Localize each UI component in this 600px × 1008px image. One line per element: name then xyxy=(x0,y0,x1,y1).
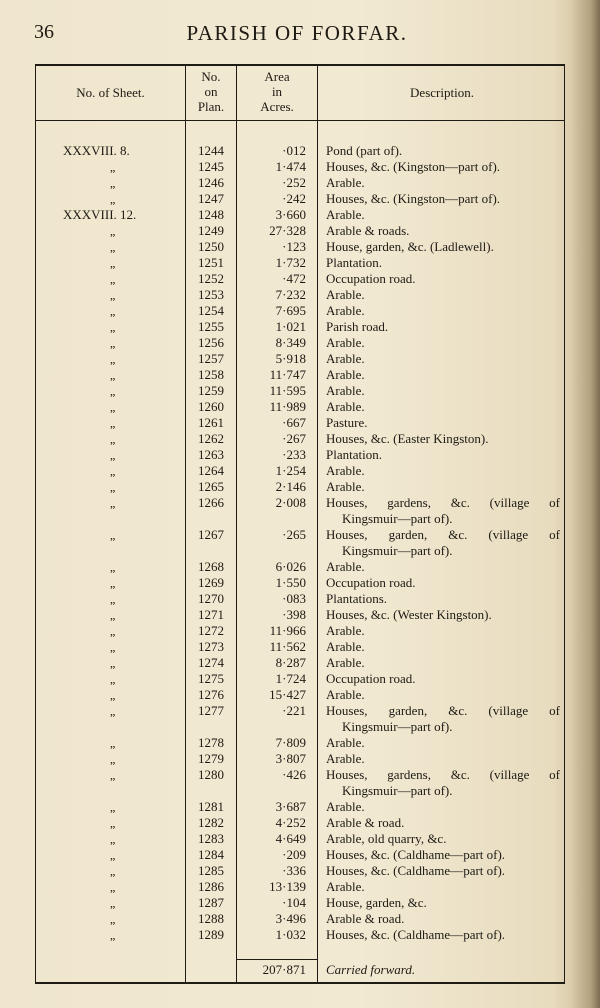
area-cell: 1·550 xyxy=(275,575,306,590)
plan-number-cell: 1244 xyxy=(198,143,224,158)
description-cell: Arable. xyxy=(326,623,365,638)
table-row: „ 1251 1·732 Plantation. xyxy=(36,255,564,271)
table-row: „ 1257 5·918 Arable. xyxy=(36,351,564,367)
description-cell: Plantations. xyxy=(326,591,388,606)
area-cell: 3·807 xyxy=(275,751,306,766)
area-cell: ·242 xyxy=(282,191,306,206)
description-cell: Parish road. xyxy=(326,319,389,334)
plan-number-cell: 1274 xyxy=(198,655,224,670)
plan-number-cell: 1265 xyxy=(198,479,224,494)
area-cell: 11·562 xyxy=(269,639,306,654)
plan-number-cell: 1253 xyxy=(198,287,224,302)
description-cell: Houses, garden, &c. (village of xyxy=(326,703,560,718)
plan-number-cell: 1278 xyxy=(198,735,224,750)
plan-number-cell: 1245 xyxy=(198,159,224,174)
area-cell: ·267 xyxy=(282,431,306,446)
area-cell: 5·918 xyxy=(275,351,306,366)
description-cell: Pond (part of). xyxy=(326,143,403,158)
area-cell: 2·146 xyxy=(275,479,306,494)
table-row: „ 1271 ·398 Houses, &c. (Wester Kingston). xyxy=(36,607,564,623)
carried-forward-label: Carried forward. xyxy=(326,962,416,977)
page-header xyxy=(34,18,560,48)
description-cell: Houses, &c. (Caldhame—part of). xyxy=(326,927,506,942)
description-cell: Houses, garden, &c. (village of xyxy=(326,527,560,542)
table-row: „ 1276 15·427 Arable. xyxy=(36,687,564,703)
description-cell: Houses, &c. (Wester Kingston). xyxy=(326,607,492,622)
plan-number-cell: 1282 xyxy=(198,815,224,830)
table-row: XXXVIII. 8. 1244 ·012 Pond (part of). xyxy=(36,143,564,159)
area-cell: 7·232 xyxy=(275,287,306,302)
area-cell: 1·732 xyxy=(275,255,306,270)
area-cell: 11·966 xyxy=(269,623,306,638)
plan-number-cell: 1267 xyxy=(198,527,224,542)
description-cell: Arable. xyxy=(326,335,365,350)
description-cell: Arable. xyxy=(326,303,365,318)
area-cell: 4·252 xyxy=(275,815,306,830)
table-row: „ 1250 ·123 House, garden, &c. (Ladlewell). xyxy=(36,239,564,255)
description-cell: Arable. xyxy=(326,479,365,494)
area-cell: 1·254 xyxy=(275,463,306,478)
area-cell: 8·349 xyxy=(275,335,306,350)
area-cell: 3·496 xyxy=(275,911,306,926)
area-cell: ·233 xyxy=(282,447,306,462)
area-cell: 8·287 xyxy=(275,655,306,670)
col-header-description: Description. xyxy=(410,85,474,100)
description-cell: Houses, &c. (Kingston—part of). xyxy=(326,159,501,174)
table-row: „ 1255 1·021 Parish road. xyxy=(36,319,564,335)
table-row: „ 1286 13·139 Arable. xyxy=(36,879,564,895)
table-row: „ 1279 3·807 Arable. xyxy=(36,751,564,767)
table-row: „ 1263 ·233 Plantation. xyxy=(36,447,564,463)
description-cell: Plantation. xyxy=(326,255,382,270)
area-cell: ·104 xyxy=(282,895,306,910)
plan-number-cell: 1272 xyxy=(198,623,224,638)
plan-number-cell: 1246 xyxy=(198,175,224,190)
description-cell: Arable. xyxy=(326,655,365,670)
plan-number-cell: 1257 xyxy=(198,351,224,366)
area-cell: ·083 xyxy=(282,591,306,606)
col-header-sheet: No. of Sheet. xyxy=(76,85,145,100)
description-cell: Arable & roads. xyxy=(326,223,410,238)
description-cell: Arable. xyxy=(326,367,365,382)
area-cell: 11·595 xyxy=(269,383,306,398)
header-rule xyxy=(36,120,564,121)
description-continuation: Kingsmuir—part of). xyxy=(342,783,453,798)
description-cell: Houses, &c. (Easter Kingston). xyxy=(326,431,489,446)
table-row: „ 1288 3·496 Arable & road. xyxy=(36,911,564,927)
area-cell: ·426 xyxy=(282,767,306,782)
plan-number-cell: 1288 xyxy=(198,911,224,926)
description-cell: House, garden, &c. (Ladlewell). xyxy=(326,239,494,254)
area-cell: 11·989 xyxy=(269,399,306,414)
area-cell: ·472 xyxy=(282,271,306,286)
area-cell: 7·695 xyxy=(275,303,306,318)
table-row: „ 1265 2·146 Arable. xyxy=(36,479,564,495)
area-cell: ·209 xyxy=(282,847,306,862)
table-row: „ 1247 ·242 Houses, &c. (Kingston—part of). xyxy=(36,191,564,207)
table-row: „ 1259 11·595 Arable. xyxy=(36,383,564,399)
table-row: „ 1264 1·254 Arable. xyxy=(36,463,564,479)
table-row: „ 1269 1·550 Occupation road. xyxy=(36,575,564,591)
area-cell: 7·809 xyxy=(275,735,306,750)
table-row: „ 1282 4·252 Arable & road. xyxy=(36,815,564,831)
area-cell: 27·328 xyxy=(269,223,306,238)
area-cell: 3·660 xyxy=(275,207,306,222)
plan-number-cell: 1252 xyxy=(198,271,224,286)
table-row: „ 1252 ·472 Occupation road. xyxy=(36,271,564,287)
plan-number-cell: 1285 xyxy=(198,863,224,878)
table-row: „ 1272 11·966 Arable. xyxy=(36,623,564,639)
table-row: „ 1267 ·265 Houses, garden, &c. (village of Kingsmuir—part of). xyxy=(110,527,560,558)
plan-number-cell: 1255 xyxy=(198,319,224,334)
plan-number-cell: 1249 xyxy=(198,223,224,238)
table-row: „ 1258 11·747 Arable. xyxy=(36,367,564,383)
table-row: „ 1260 11·989 Arable. xyxy=(36,399,564,415)
description-cell: Arable. xyxy=(326,287,365,302)
col-header-area: Area in Acres. xyxy=(260,69,294,114)
description-cell: Arable. xyxy=(326,351,365,366)
description-cell: Houses, &c. (Caldhame—part of). xyxy=(326,863,506,878)
parish-table xyxy=(35,64,565,984)
plan-number-cell: 1273 xyxy=(198,639,224,654)
plan-number-cell: 1266 xyxy=(198,495,224,510)
table-row: „ 1278 7·809 Arable. xyxy=(36,735,564,751)
table-row: „ 1249 27·328 Arable & roads. xyxy=(36,223,564,239)
description-continuation: Kingsmuir—part of). xyxy=(342,543,453,558)
page-number: 36 xyxy=(34,21,54,43)
area-cell: ·252 xyxy=(282,175,306,190)
description-cell: Arable. xyxy=(326,639,365,654)
plan-number-cell: 1280 xyxy=(198,767,224,782)
area-cell: ·265 xyxy=(282,527,306,542)
plan-number-cell: 1284 xyxy=(198,847,224,862)
description-cell: Houses, &c. (Caldhame—part of). xyxy=(326,847,506,862)
description-cell: Occupation road. xyxy=(326,575,416,590)
area-cell: 2·008 xyxy=(275,495,306,510)
table-row: „ 1270 ·083 Plantations. xyxy=(36,591,564,607)
area-cell: ·336 xyxy=(282,863,306,878)
table-row: „ 1277 ·221 Houses, garden, &c. (village of Kingsmuir—part of). xyxy=(110,703,560,734)
table-row: „ 1289 1·032 Houses, &c. (Caldhame—part of). xyxy=(36,927,564,943)
table-row: „ 1287 ·104 House, garden, &c. xyxy=(36,895,564,911)
plan-number-cell: 1270 xyxy=(198,591,224,606)
description-cell: Arable. xyxy=(326,207,365,222)
description-cell: Arable & road. xyxy=(326,911,405,926)
plan-number-cell: 1277 xyxy=(198,703,224,718)
table-row: „ 1274 8·287 Arable. xyxy=(36,655,564,671)
table-row: „ 1281 3·687 Arable. xyxy=(36,799,564,815)
plan-number-cell: 1289 xyxy=(198,927,224,942)
plan-number-cell: 1286 xyxy=(198,879,224,894)
description-continuation: Kingsmuir—part of). xyxy=(342,719,453,734)
description-cell: Arable, old quarry, &c. xyxy=(326,831,447,846)
description-cell: House, garden, &c. xyxy=(326,895,427,910)
table-row: „ 1245 1·474 Houses, &c. (Kingston—part of). xyxy=(36,159,564,175)
plan-number-cell: 1269 xyxy=(198,575,224,590)
area-cell: ·398 xyxy=(282,607,306,622)
description-cell: Houses, gardens, &c. (village of xyxy=(326,495,560,510)
description-cell: Occupation road. xyxy=(326,671,416,686)
description-cell: Arable. xyxy=(326,735,365,750)
table-row: „ 1268 6·026 Arable. xyxy=(36,559,564,575)
area-cell: ·012 xyxy=(282,143,306,158)
area-cell: 3·687 xyxy=(275,799,306,814)
table-row: XXXVIII. 12. 1248 3·660 Arable. xyxy=(36,207,564,223)
plan-number-cell: 1283 xyxy=(198,831,224,846)
table-row: „ 1283 4·649 Arable, old quarry, &c. xyxy=(36,831,564,847)
description-cell: Arable & road. xyxy=(326,815,405,830)
area-cell: 1·021 xyxy=(275,319,306,334)
description-cell: Arable. xyxy=(326,383,365,398)
plan-number-cell: 1276 xyxy=(198,687,224,702)
table-row: „ 1256 8·349 Arable. xyxy=(36,335,564,351)
plan-number-cell: 1251 xyxy=(198,255,224,270)
plan-number-cell: 1260 xyxy=(198,399,224,414)
table-row: „ 1253 7·232 Arable. xyxy=(36,287,564,303)
plan-number-cell: 1261 xyxy=(198,415,224,430)
description-cell: Houses, &c. (Kingston—part of). xyxy=(326,191,501,206)
table-row: „ 1285 ·336 Houses, &c. (Caldhame—part of). xyxy=(36,863,564,879)
area-cell: 1·724 xyxy=(275,671,306,686)
plan-number-cell: 1264 xyxy=(198,463,224,478)
area-cell: 4·649 xyxy=(275,831,306,846)
description-cell: Arable. xyxy=(326,879,365,894)
description-continuation: Kingsmuir—part of). xyxy=(342,511,453,526)
description-cell: Arable. xyxy=(326,463,365,478)
description-cell: Arable. xyxy=(326,687,365,702)
table-row: „ 1273 11·562 Arable. xyxy=(36,639,564,655)
description-cell: Houses, gardens, &c. (village of xyxy=(326,767,560,782)
table-row: „ 1254 7·695 Arable. xyxy=(36,303,564,319)
description-cell: Arable. xyxy=(326,175,365,190)
area-cell: 15·427 xyxy=(269,687,306,702)
table-row: „ 1262 ·267 Houses, &c. (Easter Kingston). xyxy=(36,431,564,447)
plan-number-cell: 1258 xyxy=(198,367,224,382)
plan-number-cell: 1248 xyxy=(198,207,224,222)
plan-number-cell: 1262 xyxy=(198,431,224,446)
page-gutter-shadow xyxy=(570,0,600,1008)
plan-number-cell: 1275 xyxy=(198,671,224,686)
area-cell: ·221 xyxy=(282,703,306,718)
description-cell: Pasture. xyxy=(326,415,368,430)
plan-number-cell: 1254 xyxy=(198,303,224,318)
table-row: „ 1261 ·667 Pasture. xyxy=(36,415,564,431)
table-row: „ 1275 1·724 Occupation road. xyxy=(36,671,564,687)
running-title: PARISH OF FORFAR. xyxy=(186,21,408,45)
area-cell: 1·474 xyxy=(275,159,306,174)
area-cell: 13·139 xyxy=(269,879,306,894)
total-area: 207·871 xyxy=(262,962,306,977)
plan-number-cell: 1259 xyxy=(198,383,224,398)
description-cell: Arable. xyxy=(326,399,365,414)
table-row: „ 1280 ·426 Houses, gardens, &c. (village of Kingsmuir—part of). xyxy=(110,767,560,798)
area-cell: ·667 xyxy=(282,415,306,430)
plan-number-cell: 1256 xyxy=(198,335,224,350)
table-row: „ 1284 ·209 Houses, &c. (Caldhame—part of). xyxy=(36,847,564,863)
plan-number-cell: 1263 xyxy=(198,447,224,462)
description-cell: Occupation road. xyxy=(326,271,416,286)
plan-number-cell: 1250 xyxy=(198,239,224,254)
table-row: „ 1246 ·252 Arable. xyxy=(36,175,564,191)
col-header-plan: No. on Plan. xyxy=(197,69,225,114)
area-cell: ·123 xyxy=(282,239,306,254)
area-cell: 1·032 xyxy=(275,927,306,942)
description-cell: Arable. xyxy=(326,751,365,766)
area-cell: 11·747 xyxy=(269,367,306,382)
area-cell: 6·026 xyxy=(275,559,306,574)
plan-number-cell: 1279 xyxy=(198,751,224,766)
table-row: „ 1266 2·008 Houses, gardens, &c. (village of Kingsmuir—part of). xyxy=(110,495,560,526)
plan-number-cell: 1247 xyxy=(198,191,224,206)
plan-number-cell: 1268 xyxy=(198,559,224,574)
description-cell: Plantation. xyxy=(326,447,382,462)
description-cell: Arable. xyxy=(326,799,365,814)
plan-number-cell: 1271 xyxy=(198,607,224,622)
description-cell: Arable. xyxy=(326,559,365,574)
plan-number-cell: 1287 xyxy=(198,895,224,910)
total-rule xyxy=(237,959,317,960)
plan-number-cell: 1281 xyxy=(198,799,224,814)
